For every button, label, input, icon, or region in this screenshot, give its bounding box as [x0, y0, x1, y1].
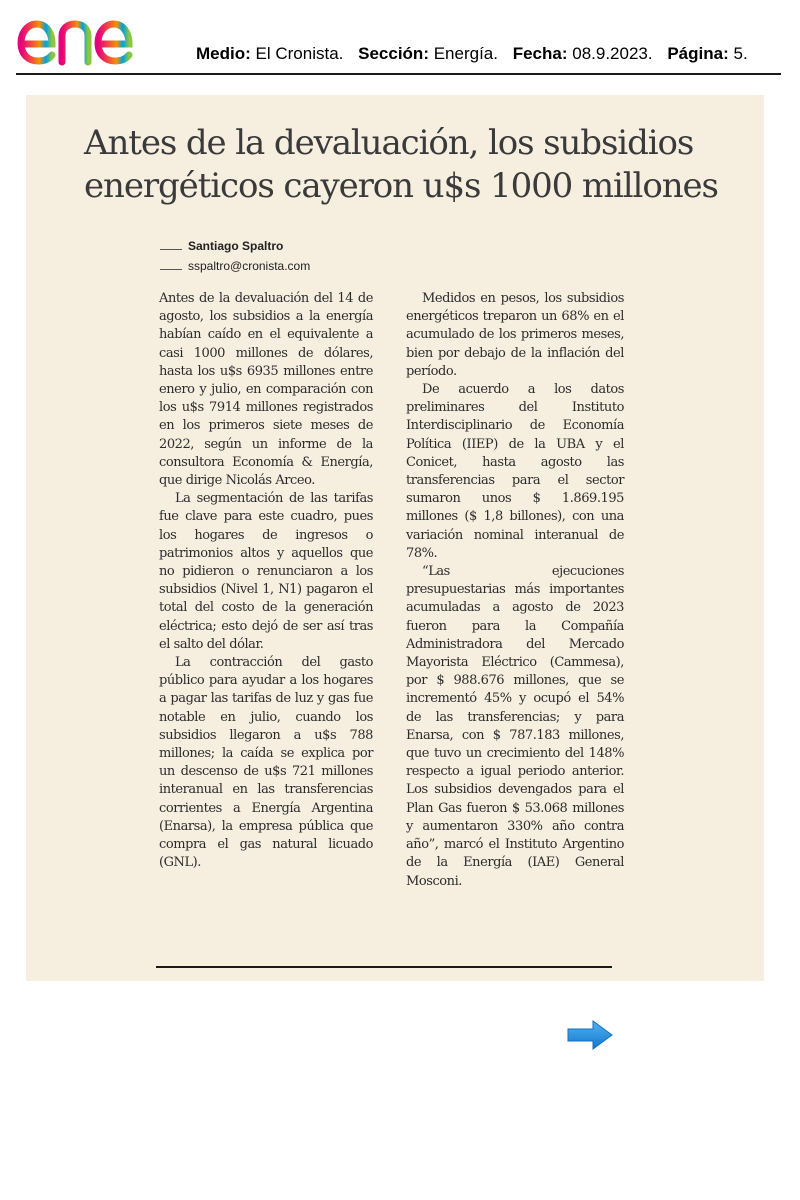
paragraph: “Las ejecuciones presupuestarias más importantes acumuladas a agosto de 2023 fueron para la Compañía Administradora del Mercado Mayorista Eléctrico (Cammesa), por $ 988.676 millones, que se incrementó 45% y ocupó el 54% de las transferencias; y para Enarsa, con $ 787.183 millones, que tuvo un crecimiento del 148% respecto a igual periodo anterior. Los subsidios devengados para el Plan Gas fueron $ 53.068 millones y aumentaron 330% año contra año”, marcó el Instituto Argentino de la Energía (IAE) General Mosconi. [406, 564, 624, 889]
paragraph: De acuerdo a los datos preliminares del Instituto Interdisciplinario de Economía Política (IIEP) de la UBA y el Conicet, hasta agosto las transferencias para el sector sumaron unos $ 1.869.195 millones ($ 1,8 billones), con una variación nominal interanual de 78%. [406, 382, 624, 561]
arrow-right-icon[interactable] [565, 1018, 615, 1052]
right-column [406, 290, 624, 891]
medio-label: Medio: [196, 44, 251, 63]
byline-dash [160, 269, 182, 270]
pagina-label: Página: [667, 44, 729, 63]
article-clipping [26, 95, 764, 981]
publication-meta [196, 44, 748, 64]
left-column [159, 290, 373, 873]
seccion-value: Energía. [433, 44, 498, 63]
author-name: Santiago Spaltro [188, 239, 284, 253]
article-headline: Antes de la devaluación, los subsidios energéticos cayeron u$s 1000 millones [84, 123, 718, 206]
byline-dash [160, 249, 182, 250]
medio-value: El Cronista. [255, 44, 344, 63]
byline [160, 236, 310, 276]
article-end-rule [156, 966, 612, 968]
fecha-value: 08.9.2023. [572, 44, 653, 63]
header-divider [16, 73, 781, 75]
fecha-label: Fecha: [512, 44, 568, 63]
seccion-label: Sección: [358, 44, 429, 63]
paragraph: La segmentación de las tarifas fue clave para este cuadro, pues los hogares de ingresos o patrimonios altos y aquellos que no pidieron o renunciaron a los subsidios (Nivel 1, N1) pagaron el total del costo de la generación eléctrica; esto dejó de ser así tras el salto del dólar. [159, 491, 373, 652]
enel-logo [16, 6, 178, 66]
paragraph: Antes de la devaluación del 14 de agosto, los subsidios a la energía habían caído en el equivalente a casi 1000 millones de dólares, hasta los u$s 6935 millones entre enero y julio, en comparación con los u$s 7914 millones registrados en los primeros siete meses de 2022, según un informe de la consultora Economía & Energía, que dirige Nicolás Arceo. [159, 291, 373, 489]
author-email: sspaltro@cronista.com [188, 259, 311, 273]
paragraph: Medidos en pesos, los subsidios energéticos treparon un 68% en el acumulado de los primeros meses, bien por debajo de la inflación del período. [406, 291, 624, 379]
pagina-value: 5. [733, 44, 748, 63]
paragraph: La contracción del gasto público para ayudar a los hogares a pagar las tarifas de luz y gas fue notable en julio, cuando los subsidios llegaron a u$s 788 millones; la caída se explica por un descenso de u$s 721 millones interanual en las transferencias corrientes a Energía Argentina (Enarsa), la empresa pública que compra el gas natural licuado (GNL). [159, 655, 373, 871]
